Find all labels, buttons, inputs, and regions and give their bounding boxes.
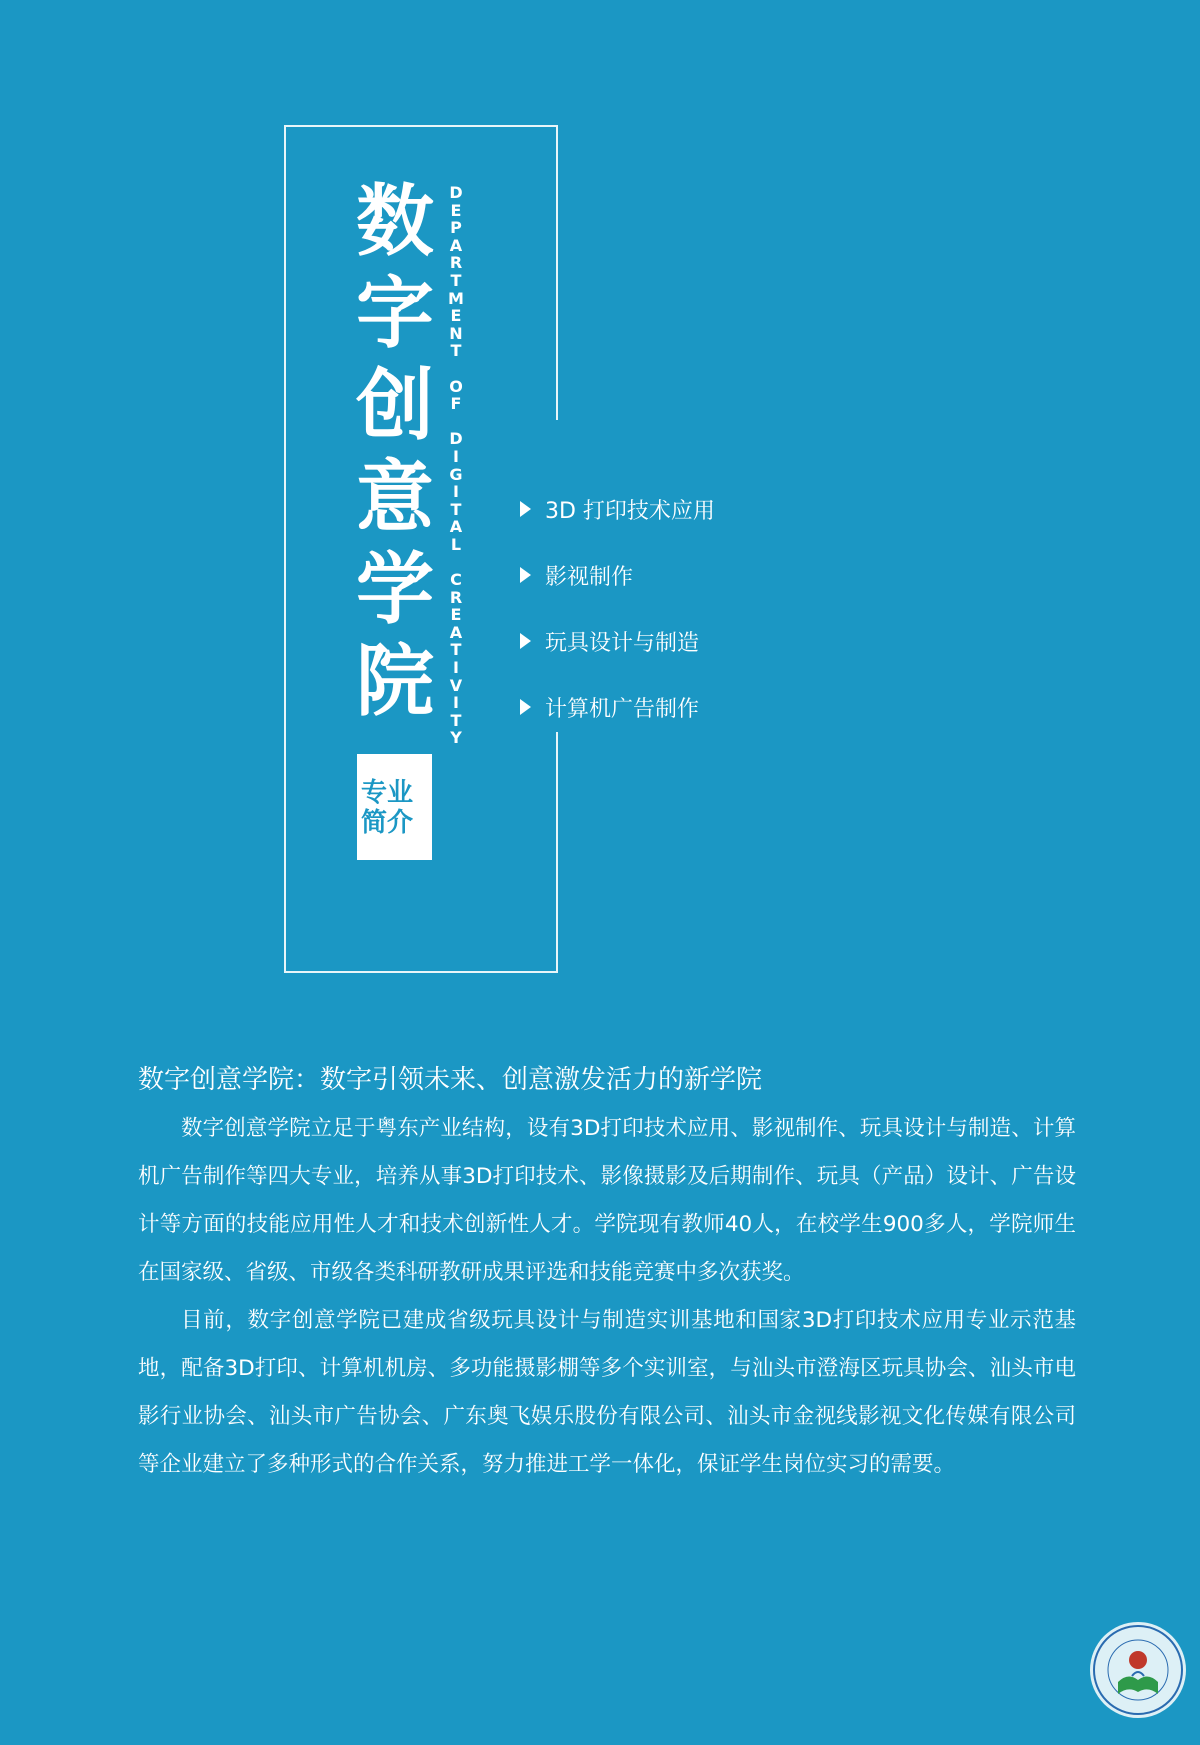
major-item [520, 476, 715, 542]
triangle-bullet-icon [520, 699, 531, 715]
majors-list [520, 476, 715, 740]
subtitle-char: R [449, 587, 463, 607]
subtitle-char: T [450, 270, 462, 290]
title-char: 学 [355, 545, 434, 635]
subtitle-char: D [449, 429, 463, 449]
major-label: 玩具设计与制造 [545, 630, 700, 656]
subtitle-char: A [449, 235, 463, 255]
major-item [520, 674, 715, 740]
subtitle-char: E [450, 306, 462, 326]
subtitle-char: I [453, 658, 459, 678]
badge-row-2: 简介 [361, 808, 414, 838]
article-paragraph: 目前，数字创意学院已建成省级玩具设计与制造实训基地和国家3D打印技术应用专业示范基地，配备3D打印、计算机机房、多功能摄影棚等多个实训室，与汕头市澄海区玩具协会、汕头市电影行业协会、汕头市广告协会、广东奥飞娱乐股份有限公司、汕头市金视线影视文化传媒有限公司等企业建立了多种形式的合作关系，努力推进工学一体化，保证学生岗位实习的需要。 [138, 1308, 1076, 1477]
subtitle-char: C [450, 570, 462, 590]
subtitle-char: T [450, 710, 462, 730]
vertical-title [350, 176, 440, 728]
subtitle-char: M [448, 288, 464, 308]
subtitle-char: L [450, 534, 462, 554]
major-label: 计算机广告制作 [545, 696, 700, 722]
subtitle-char [446, 413, 466, 431]
subtitle-char: A [449, 517, 463, 537]
title-char: 字 [355, 269, 434, 359]
subtitle-char: R [449, 253, 463, 273]
title-char: 数 [355, 177, 434, 267]
subtitle-char: P [450, 218, 462, 238]
article-body [138, 1105, 1076, 1489]
subtitle-char: D [449, 183, 463, 202]
title-char: 院 [355, 637, 434, 727]
subtitle-char: T [450, 341, 462, 361]
subtitle-char [446, 360, 466, 378]
subtitle-char: E [450, 200, 462, 220]
article-heading: 数字创意学院：数字引领未来、创意激发活力的新学院 [138, 1065, 763, 1095]
school-seal-logo [1088, 1620, 1188, 1720]
subtitle-char: T [450, 499, 462, 519]
major-label: 影视制作 [545, 564, 634, 590]
title-char: 创 [355, 361, 434, 451]
intro-badge [357, 754, 432, 860]
triangle-bullet-icon [520, 567, 531, 583]
subtitle-char [446, 553, 466, 571]
subtitle-char: G [449, 464, 463, 484]
subtitle-char: O [449, 376, 463, 396]
title-char: 意 [355, 453, 434, 543]
triangle-bullet-icon [520, 633, 531, 649]
major-item [520, 608, 715, 674]
subtitle-char: F [450, 394, 462, 414]
major-item [520, 542, 715, 608]
subtitle-char: I [453, 482, 459, 502]
article-paragraph: 数字创意学院立足于粤东产业结构，设有3D打印技术应用、影视制作、玩具设计与制造、计算机广告制作等四大专业，培养从事3D打印技术、影像摄影及后期制作、玩具（产品）设计、广告设计等方面的技能应用性人才和技术创新性人才。学院现有教师40人，在校学生900多人，学院师生在国家级、省级、市级各类科研教研成果评选和技能竞赛中多次获奖。 [138, 1116, 1076, 1285]
subtitle-char: A [449, 622, 463, 642]
badge-row-1: 专业 [361, 778, 414, 808]
subtitle-char: I [453, 693, 459, 713]
subtitle-char: E [450, 605, 462, 625]
triangle-bullet-icon [520, 501, 531, 517]
subtitle-char: T [450, 640, 462, 660]
subtitle-char: I [453, 446, 459, 466]
subtitle-char: Y [450, 728, 462, 748]
major-label: 3D 打印技术应用 [545, 498, 715, 524]
subtitle-char: V [449, 675, 463, 695]
vertical-subtitle [446, 184, 466, 747]
subtitle-char: N [449, 323, 463, 343]
